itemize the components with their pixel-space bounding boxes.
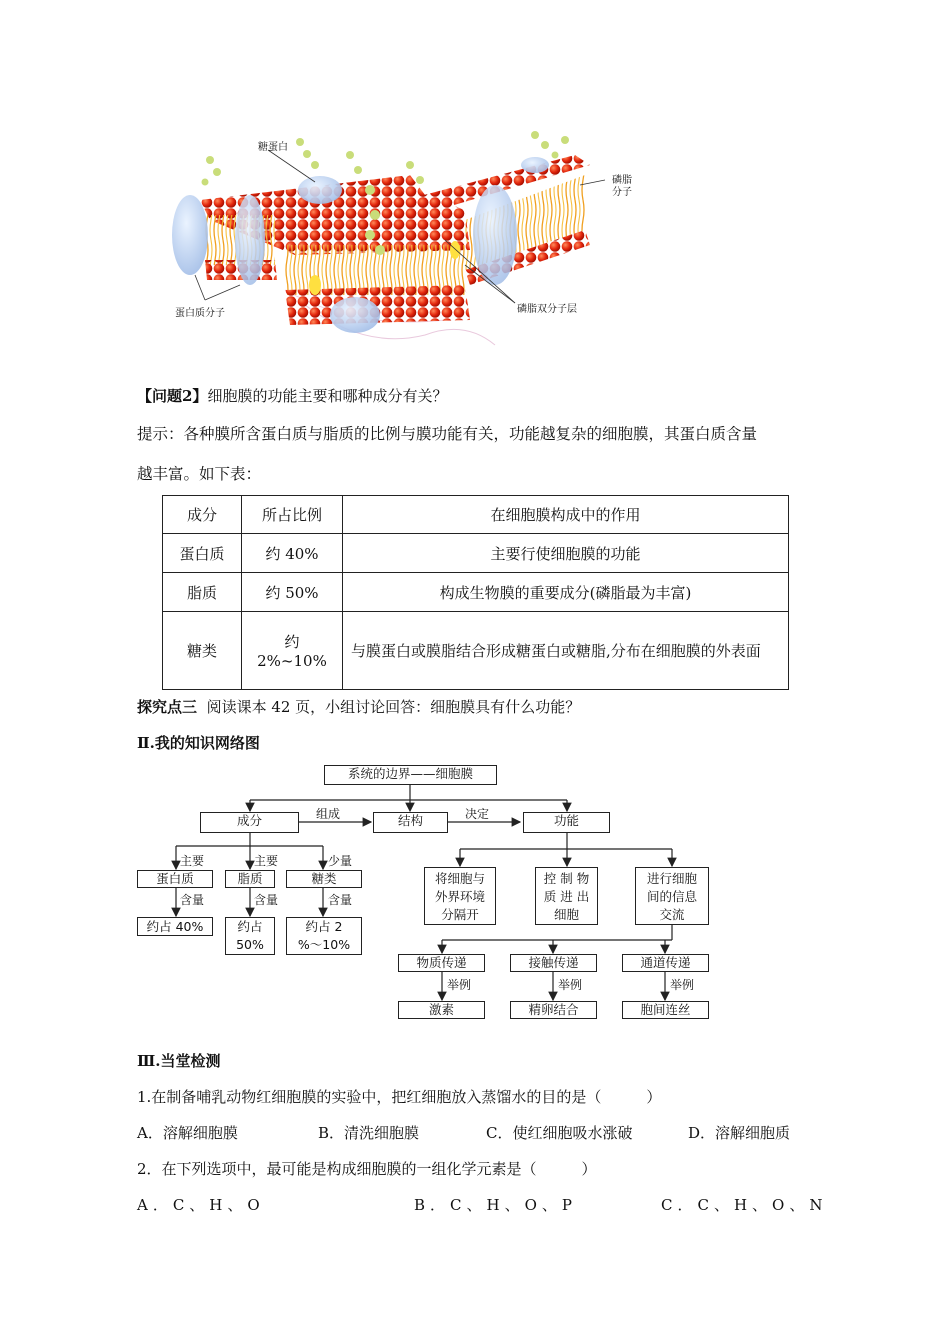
q2-option-a: A．C、H、O bbox=[137, 1196, 265, 1214]
q1-option-d: D．溶解细胞质 bbox=[688, 1124, 791, 1142]
network-lipid-pct: 约占 50% bbox=[225, 917, 275, 955]
content-label-2: 含量 bbox=[254, 893, 279, 907]
network-structure: 结构 bbox=[373, 812, 448, 833]
table-cell: 脂质 bbox=[163, 573, 242, 612]
network-func-3: 进行细胞 间的信息 交流 bbox=[635, 867, 709, 925]
network-example-3: 胞间连丝 bbox=[622, 1001, 709, 1019]
network-sugar: 糖类 bbox=[286, 870, 362, 888]
q1-text: 1.在制备哺乳动物红细胞膜的实验中，把红细胞放入蒸馏水的目的是（ ） bbox=[137, 1088, 662, 1106]
section2-title: Ⅱ.我的知识网络图 bbox=[137, 734, 260, 752]
q2-text: 2．在下列选项中，最可能是构成细胞膜的一组化学元素是（ ） bbox=[137, 1160, 597, 1178]
bilayer-label: 磷脂双分子层 bbox=[517, 304, 577, 315]
main-label-2: 主要 bbox=[254, 854, 279, 868]
protein-label: 蛋白质分子 bbox=[175, 308, 225, 319]
question2-text: 细胞膜的功能主要和哪种成分有关？ bbox=[207, 387, 448, 405]
hint-line-2: 越丰富。如下表： bbox=[137, 465, 262, 483]
phospholipid-label: 磷脂 分子 bbox=[612, 175, 632, 198]
network-composition: 成分 bbox=[200, 812, 299, 833]
main-label-1: 主要 bbox=[180, 854, 205, 868]
network-trans-2: 接触传递 bbox=[510, 954, 597, 972]
network-protein-pct: 约占 40% bbox=[137, 917, 213, 936]
network-sugar-pct: 约占 2 %～10% bbox=[286, 917, 362, 955]
network-func-2: 控 制 物 质 进 出 细胞 bbox=[535, 867, 598, 925]
explore3-title: 探究点三 bbox=[137, 698, 198, 716]
q1-option-a: A．溶解细胞膜 bbox=[137, 1124, 238, 1142]
hint-line-1: 提示：各种膜所含蛋白质与脂质的比例与膜功能有关，功能越复杂的细胞膜，其蛋白质含量 bbox=[137, 425, 758, 443]
table-header-cell: 所占比例 bbox=[242, 496, 343, 534]
example-label-2: 举例 bbox=[558, 978, 583, 992]
glycoprotein-label: 糖蛋白 bbox=[258, 142, 288, 153]
table-cell: 主要行使细胞膜的功能 bbox=[343, 534, 789, 573]
network-example-2: 精卵结合 bbox=[510, 1001, 597, 1019]
section3-title: Ⅲ.当堂检测 bbox=[137, 1052, 221, 1070]
network-lipid: 脂质 bbox=[225, 870, 275, 888]
q2-option-b: B．C、H、O、P bbox=[414, 1196, 577, 1214]
q1-option-c: C．使红细胞吸水涨破 bbox=[486, 1124, 633, 1142]
network-func-1: 将细胞与 外界环境 分隔开 bbox=[424, 867, 496, 925]
table-cell: 蛋白质 bbox=[163, 534, 242, 573]
content-label-1: 含量 bbox=[180, 893, 205, 907]
network-trans-1: 物质传递 bbox=[398, 954, 485, 972]
example-label-3: 举例 bbox=[670, 978, 695, 992]
network-protein: 蛋白质 bbox=[137, 870, 213, 888]
table-header-cell: 成分 bbox=[163, 496, 242, 534]
question2-tag: 【问题2】 bbox=[137, 387, 208, 405]
table-cell: 糖类 bbox=[163, 612, 242, 690]
example-label-1: 举例 bbox=[447, 978, 472, 992]
table-cell: 约 50% bbox=[242, 573, 343, 612]
network-trans-3: 通道传递 bbox=[622, 954, 709, 972]
network-root: 系统的边界——细胞膜 bbox=[324, 765, 497, 785]
table-cell: 构成生物膜的重要成分(磷脂最为丰富) bbox=[343, 573, 789, 612]
edge-compose-label: 组成 bbox=[316, 807, 341, 821]
network-function: 功能 bbox=[523, 812, 610, 833]
table-cell: 与膜蛋白或膜脂结合形成糖蛋白或糖脂,分布在细胞膜的外表面 bbox=[343, 612, 789, 690]
explore3-text: 阅读课本 42 页，小组讨论回答：细胞膜具有什么功能？ bbox=[206, 698, 581, 716]
network-example-1: 激素 bbox=[398, 1001, 485, 1019]
table-header-cell: 在细胞膜构成中的作用 bbox=[343, 496, 789, 534]
edge-decide-label: 决定 bbox=[465, 807, 490, 821]
table-cell: 约 2%~10% bbox=[242, 612, 343, 690]
content-label-3: 含量 bbox=[328, 893, 353, 907]
q1-option-b: B．清洗细胞膜 bbox=[318, 1124, 420, 1142]
few-label: 少量 bbox=[328, 854, 353, 868]
table-cell: 约 40% bbox=[242, 534, 343, 573]
q2-option-c: C．C、H、O、N bbox=[661, 1196, 828, 1214]
